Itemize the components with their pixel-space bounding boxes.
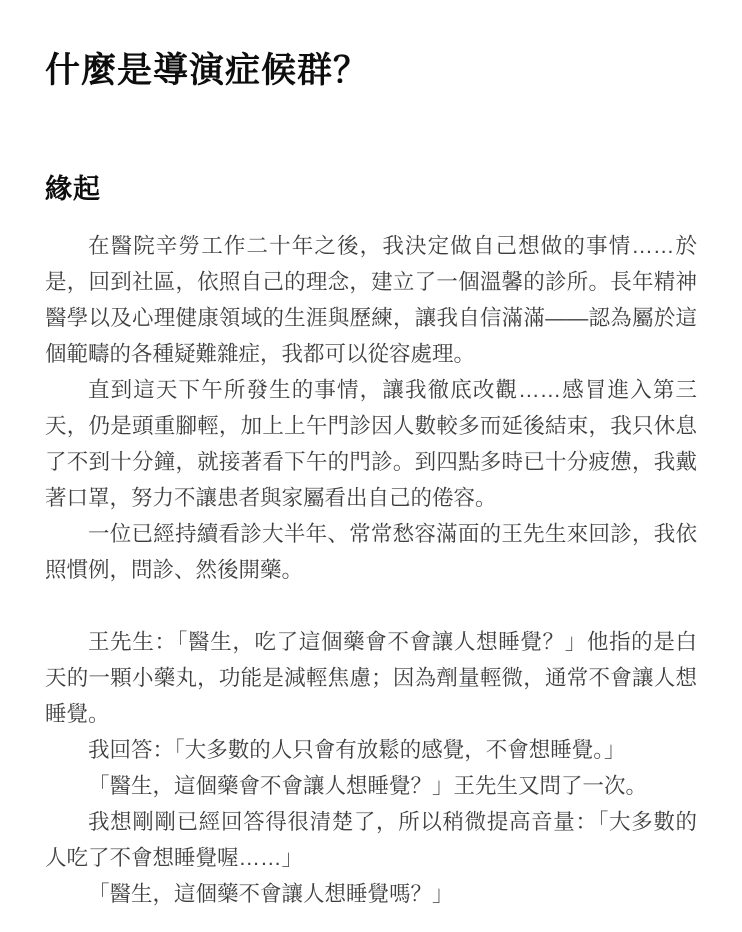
paragraph: 「醫生，這個藥不會讓人想睡覺嗎？」	[88, 882, 454, 907]
paragraph: 王先生：「醫生，吃了這個藥會不會讓人想睡覺？」他指的是白天的一顆小藥丸，功能是減輕焦慮；因為劑量輕微，通常不會讓人想睡覺。	[45, 630, 697, 727]
paragraph: 「醫生，這個藥會不會讓人想睡覺？」王先生又問了一次。	[88, 774, 648, 799]
body-text	[45, 228, 697, 912]
section-heading: 緣起	[45, 173, 101, 204]
paragraph: 我回答：「大多數的人只會有放鬆的感覺，不會想睡覺。」	[88, 738, 626, 763]
paragraph: 一位已經持續看診大半年、常常愁容滿面的王先生來回診，我依照慣例，問診、然後開藥。	[45, 522, 697, 583]
paragraph: 我想剛剛已經回答得很清楚了，所以稍微提高音量：「大多數的人吃了不會想睡覺喔……」	[45, 810, 697, 871]
page-title: 什麼是導演症候群？	[45, 51, 370, 90]
paragraph: 在醫院辛勞工作二十年之後，我決定做自己想做的事情……於是，回到社區，依照自己的理念，建立了一個溫馨的診所。長年精神醫學以及心理健康領域的生涯與歷練，讓我自信滿滿——認為屬於這個範疇的各種疑難雜症，我都可以從容處理。	[45, 234, 697, 367]
paragraph: 直到這天下午所發生的事情，讓我徹底改觀……感冒進入第三天，仍是頭重腳輕，加上上午門診因人數較多而延後結束，我只休息了不到十分鐘，就接著看下午的門診。到四點多時已十分疲憊，我戴著口罩，努力不讓患者與家屬看出自己的倦容。	[45, 378, 697, 511]
